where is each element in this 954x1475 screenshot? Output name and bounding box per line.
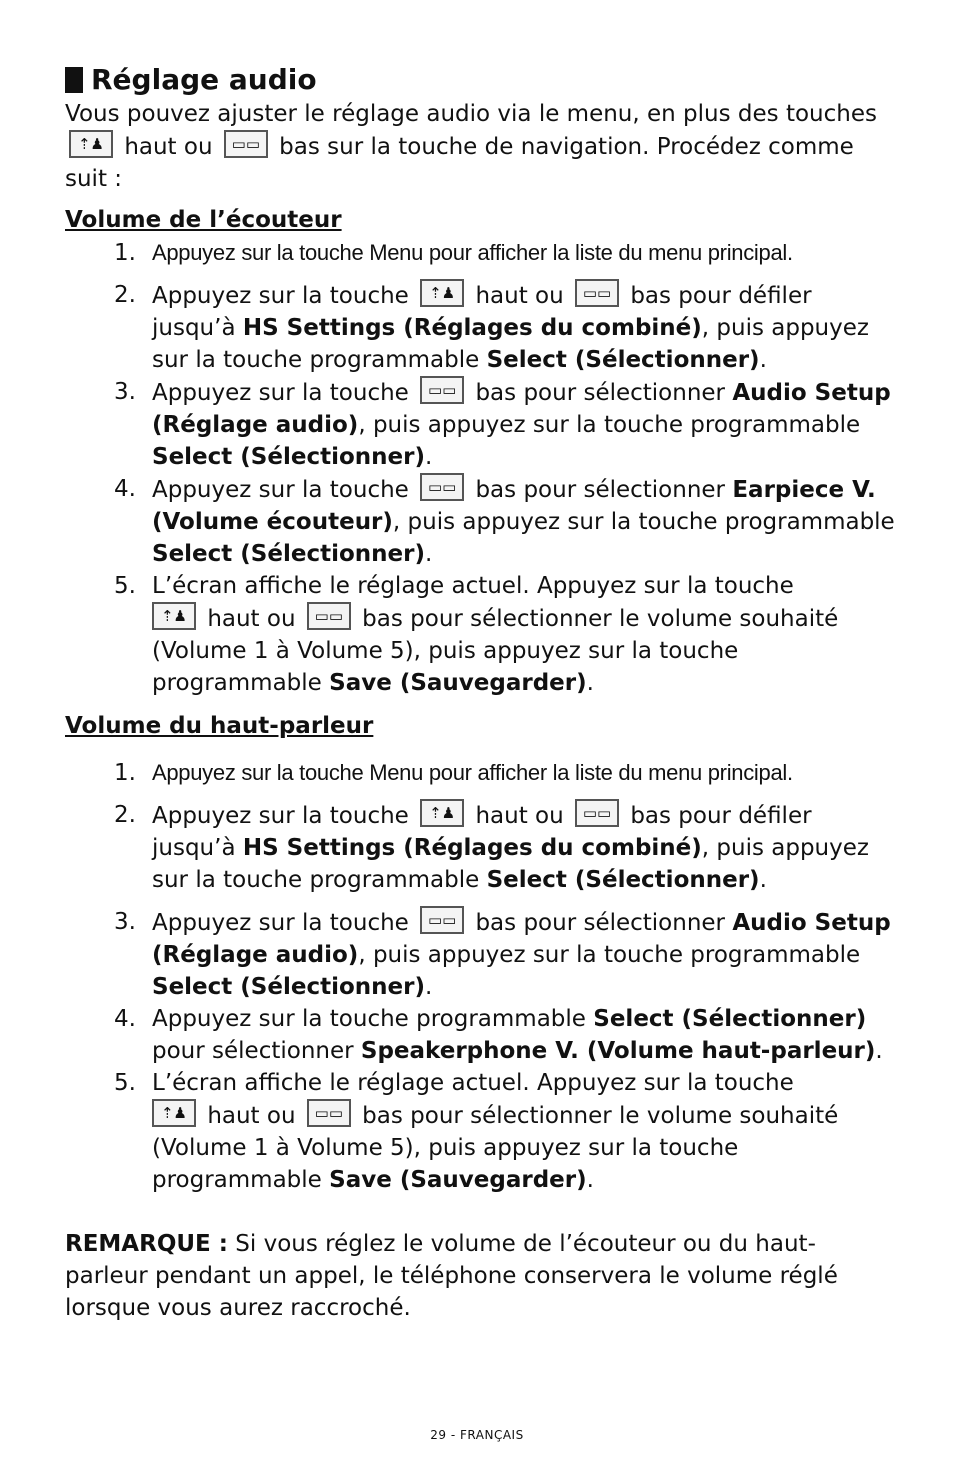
step-number: 1. <box>114 760 136 786</box>
list-item <box>65 799 895 896</box>
step-number: 5. <box>114 573 136 599</box>
step-number: 2. <box>114 802 136 828</box>
person-up-icon: ⇡♟ <box>420 279 464 307</box>
person-up-icon: ⇡♟ <box>420 799 464 827</box>
book-down-icon: ▭▭ <box>420 473 464 501</box>
step-text: Appuyez sur la touche ⇡♟ haut ou ▭▭ bas pour défiler jusqu’à HS Settings (Réglages du combiné), puis appuyez sur la touche programmable Select (Sélectionner). <box>152 799 895 896</box>
note-label: REMARQUE : <box>65 1231 228 1257</box>
title-bullet-icon <box>65 67 83 93</box>
list-item <box>65 279 895 376</box>
step-number: 2. <box>114 282 136 308</box>
page-footer: 29 - FRANÇAIS <box>430 1428 524 1442</box>
list-item <box>65 757 895 789</box>
book-down-icon: ▭▭ <box>575 799 619 827</box>
step-number: 3. <box>114 379 136 405</box>
step-number: 5. <box>114 1070 136 1096</box>
intro-haut-ou: haut ou <box>124 134 213 160</box>
list-item <box>65 376 895 473</box>
section-heading-speaker: Volume du haut-parleur <box>65 713 374 739</box>
step-text: Appuyez sur la touche Menu pour afficher la liste du menu principal. <box>152 240 793 265</box>
step-text: Appuyez sur la touche programmable Select (Sélectionner) pour sélectionner Speakerphone V. (Volume haut-parleur). <box>152 1006 883 1064</box>
person-up-icon: ⇡♟ <box>152 602 196 630</box>
book-down-icon: ▭▭ <box>307 602 351 630</box>
speaker-steps <box>65 757 895 1196</box>
list-item <box>65 570 895 699</box>
book-down-icon: ▭▭ <box>575 279 619 307</box>
intro-line1: Vous pouvez ajuster le réglage audio via le menu, en plus des touches <box>65 101 877 127</box>
person-up-icon: ⇡♟ <box>69 130 113 158</box>
step-number: 1. <box>114 240 136 266</box>
note-text: Si vous réglez le volume de l’écouteur ou du haut-parleur pendant un appel, le téléphone conservera le volume réglé lorsque vous aurez raccroché. <box>65 1231 838 1321</box>
step-number: 4. <box>114 1006 136 1032</box>
book-down-icon: ▭▭ <box>420 906 464 934</box>
step-number: 4. <box>114 476 136 502</box>
book-down-icon: ▭▭ <box>224 130 268 158</box>
page-title <box>65 62 895 98</box>
book-down-icon: ▭▭ <box>307 1099 351 1127</box>
list-item <box>65 1003 895 1067</box>
list-item <box>65 1067 895 1196</box>
document-page <box>65 62 895 1347</box>
step-number: 3. <box>114 909 136 935</box>
section-heading-earpiece: Volume de l’écouteur <box>65 207 342 233</box>
list-item <box>65 473 895 570</box>
step-text: Appuyez sur la touche Menu pour afficher la liste du menu principal. <box>152 760 793 785</box>
step-text: Appuyez sur la touche ▭▭ bas pour sélectionner Audio Setup (Réglage audio), puis appuyez sur la touche programmable Select (Sélectionner). <box>152 376 895 473</box>
step-text: Appuyez sur la touche ▭▭ bas pour sélectionner Audio Setup (Réglage audio), puis appuyez sur la touche programmable Select (Sélectionner). <box>152 906 895 1003</box>
page-title-text: Réglage audio <box>91 63 317 96</box>
step-text: Appuyez sur la touche ▭▭ bas pour sélectionner Earpiece V. (Volume écouteur), puis appuyez sur la touche programmable Select (Sélectionner). <box>152 473 895 570</box>
step-text: Appuyez sur la touche ⇡♟ haut ou ▭▭ bas pour défiler jusqu’à HS Settings (Réglages du combiné), puis appuyez sur la touche programmable Select (Sélectionner). <box>152 279 895 376</box>
intro-paragraph <box>65 98 895 195</box>
intro-rest: bas sur la touche de navigation. Procédez comme suit : <box>65 134 854 192</box>
list-item <box>65 237 895 269</box>
note-paragraph <box>65 1228 895 1324</box>
step-text: L’écran affiche le réglage actuel. Appuyez sur la touche ⇡♟ haut ou ▭▭ bas pour sélectionner le volume souhaité (Volume 1 à Volume 5), puis appuyez sur la touche programmable Save (Sauvegarder). <box>152 1070 839 1193</box>
book-down-icon: ▭▭ <box>420 376 464 404</box>
person-up-icon: ⇡♟ <box>152 1099 196 1127</box>
list-item <box>65 906 895 1003</box>
earpiece-steps <box>65 237 895 699</box>
step-text: L’écran affiche le réglage actuel. Appuyez sur la touche ⇡♟ haut ou ▭▭ bas pour sélectionner le volume souhaité (Volume 1 à Volume 5), puis appuyez sur la touche programmable Save (Sauvegarder). <box>152 573 839 696</box>
